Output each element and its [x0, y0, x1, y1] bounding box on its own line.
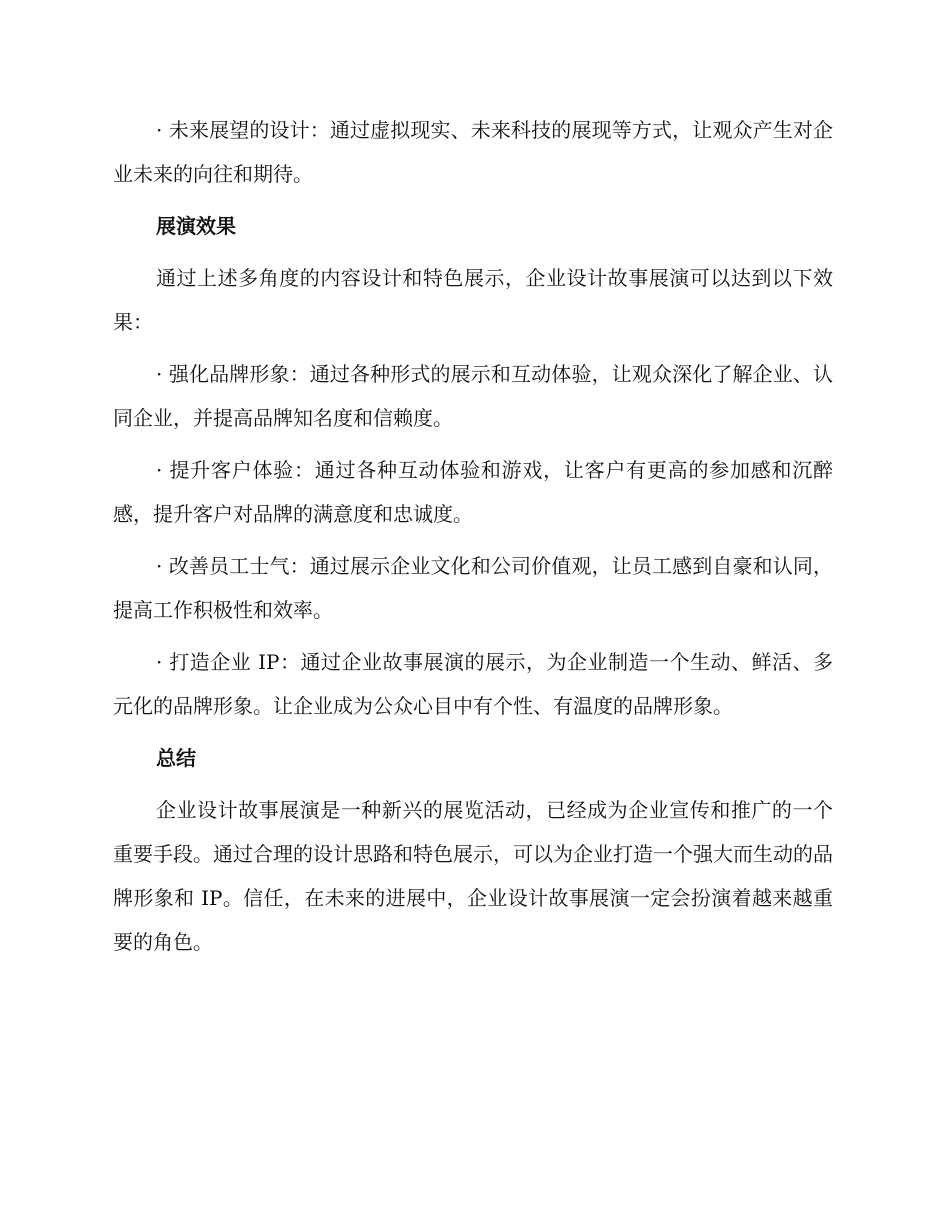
paragraph-customer-experience: · 提升客户体验：通过各种互动体验和游戏，让客户有更高的参加感和沉醉感，提升客户对品牌的满意度和忠诚度。 [113, 458, 833, 526]
paragraph-summary: 企业设计故事展演是一种新兴的展览活动，已经成为企业宣传和推广的一个重要手段。通过合理的设计思路和特色展示，可以为企业打造一个强大而生动的品牌形象和 IP。信任，在未来的进展中，企业设计故事展演一定会扮演着越来越重要的角色。 [113, 798, 833, 954]
paragraph-effect-intro: 通过上述多角度的内容设计和特色展示，企业设计故事展演可以达到以下效果： [113, 266, 833, 334]
heading-summary: 总结 [156, 746, 196, 770]
paragraph-brand-image: · 强化品牌形象：通过各种形式的展示和互动体验，让观众深化了解企业、认同企业，并提高品牌知名度和信赖度。 [113, 362, 833, 430]
paragraph-staff-morale: · 改善员工士气：通过展示企业文化和公司价值观，让员工感到自豪和认同，提高工作积极性和效率。 [113, 554, 833, 622]
paragraph-future-outlook: · 未来展望的设计：通过虚拟现实、未来科技的展现等方式，让观众产生对企业未来的向往和期待。 [113, 118, 833, 186]
paragraph-enterprise-ip: · 打造企业 IP：通过企业故事展演的展示，为企业制造一个生动、鲜活、多元化的品牌形象。让企业成为公众心目中有个性、有温度的品牌形象。 [113, 650, 833, 718]
document-page [113, 108, 833, 964]
heading-exhibition-effect: 展演效果 [156, 214, 236, 238]
